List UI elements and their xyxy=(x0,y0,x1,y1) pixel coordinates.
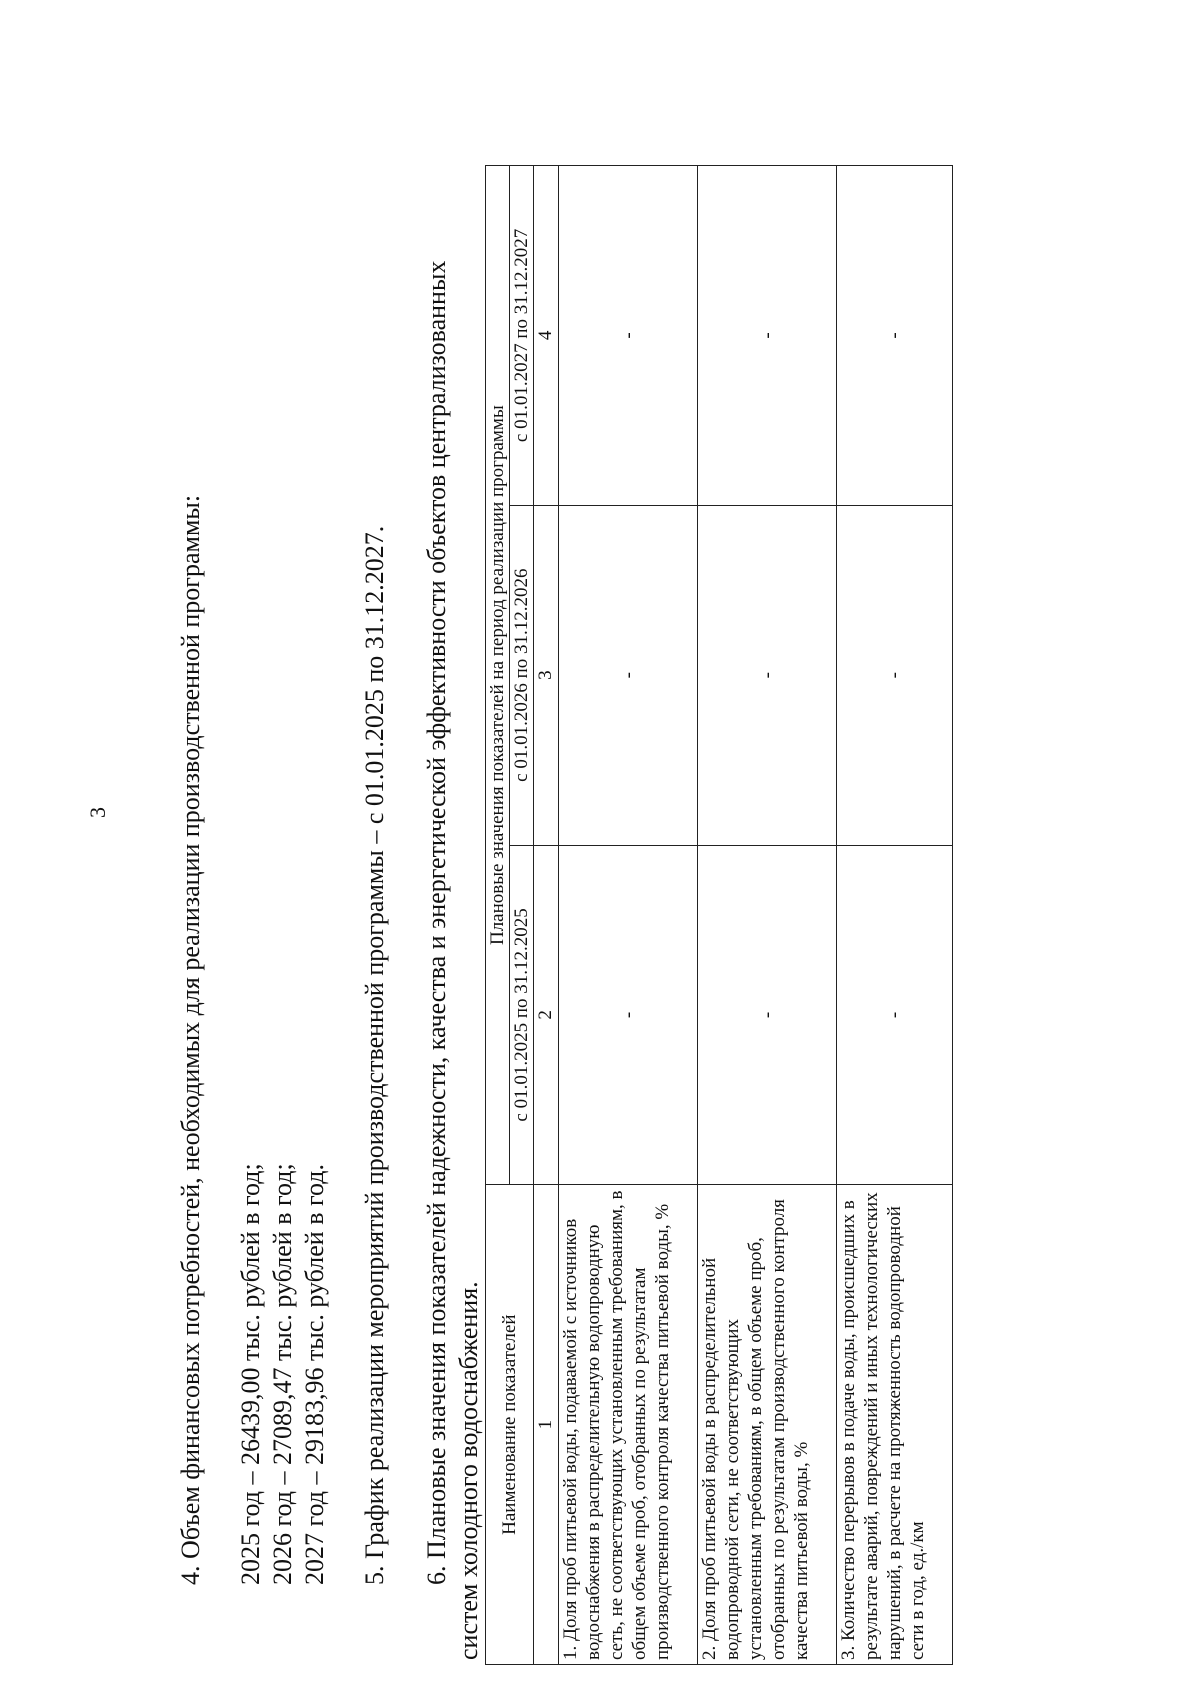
row-value: - xyxy=(837,505,953,845)
header-period-2027: с 01.01.2027 по 31.12.2027 xyxy=(510,166,534,506)
header-period-2025: с 01.01.2025 по 31.12.2025 xyxy=(510,845,534,1185)
row-value: - xyxy=(698,505,837,845)
row-value: - xyxy=(698,845,837,1185)
page-number: 3 xyxy=(85,807,110,818)
header-period-2026: с 01.01.2026 по 31.12.2026 xyxy=(510,505,534,845)
section-6-title-line-2: систем холодного водоснабжения. xyxy=(454,1281,483,1660)
section-6-title xyxy=(421,140,485,1660)
section-6-title-line-1: 6. Плановые значения показателей надежности, качества и энергетической эффективности объектов централизованных xyxy=(422,260,451,1585)
row-value: - xyxy=(559,166,698,506)
row-value: - xyxy=(698,166,837,506)
section-4-title: 4. Объем финансовых потребностей, необходимых для реализации производственной программы: xyxy=(176,494,205,1585)
column-number: 1 xyxy=(534,1185,559,1665)
header-group: Плановые значения показателей на период реализации программы xyxy=(486,166,510,1185)
row-value: - xyxy=(559,845,698,1185)
table-row xyxy=(559,166,698,1665)
section-5-title: 5. График реализации мероприятий производственной программы – с 01.01.2025 по 31.12.2027. xyxy=(360,525,389,1585)
document-body xyxy=(175,135,1055,1660)
table-row xyxy=(698,166,837,1665)
column-number: 3 xyxy=(534,505,559,845)
row-value: - xyxy=(559,505,698,845)
table-row xyxy=(837,166,953,1665)
finance-2026: 2026 год – 27089,47 тыс. рублей в год; xyxy=(268,1163,297,1585)
row-name: 1. Доля проб питьевой воды, подаваемой с источников водоснабжения в распределительную водопроводную сеть, не соответствующих установленным требованиям, в общем объеме проб, отобранных по результатам производственного контроля качества питьевой воды, % xyxy=(559,1185,698,1665)
finance-2027: 2027 год – 29183,96 тыс. рублей в год. xyxy=(300,1164,329,1585)
row-name: 2. Доля проб питьевой воды в распределительной водопроводной сети, не соответствующих установленным требованиям, в общем объеме проб, отобранных по результатам производственного контроля качества питьевой воды, % xyxy=(698,1185,837,1665)
indicators-table xyxy=(485,165,953,1665)
column-number: 2 xyxy=(534,845,559,1185)
row-value: - xyxy=(837,845,953,1185)
row-value: - xyxy=(837,166,953,506)
column-number: 4 xyxy=(534,166,559,506)
header-name: Наименование показателей xyxy=(486,1185,534,1665)
row-name: 3. Количество перерывов в подаче воды, происшедших в результате аварий, повреждений и иных технологических нарушений, в расчете на протяженность водопроводной сети в год, ед./км xyxy=(837,1185,953,1665)
finance-2025: 2025 год – 26439,00 тыс. рублей в год; xyxy=(236,1163,265,1585)
